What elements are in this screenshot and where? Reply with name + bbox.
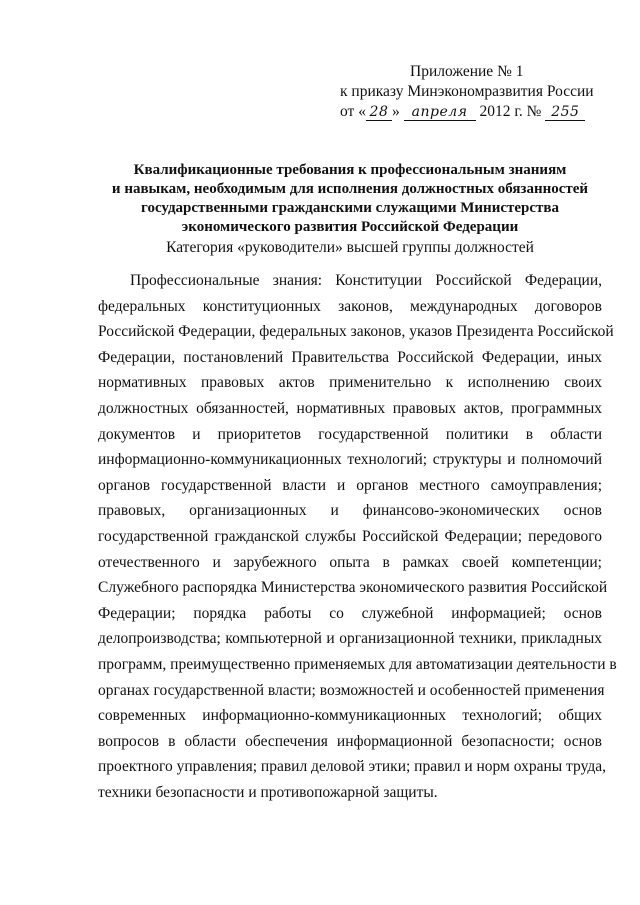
body-line: вопросов в области обеспечения информационной безопасности; основ xyxy=(98,732,602,750)
body-line: делопроизводства; компьютерной и организационной техники, прикладных xyxy=(98,630,602,648)
title-line: и навыкам, необходимым для исполнения должностных обязанностей xyxy=(111,181,589,197)
body-line: Служебного распорядка Министерства экономического развития Российской xyxy=(98,579,608,597)
body-line: органах государственной власти; возможностей и особенностей применения xyxy=(98,681,605,699)
body-line: программ, преимущественно применяемых для автоматизации деятельности в xyxy=(98,655,617,673)
body-line: информационно-коммуникационных технологий; структуры и полномочий xyxy=(98,451,602,469)
body-line: техники безопасности и противопожарной защиты. xyxy=(98,783,438,801)
handwritten-day: 28 xyxy=(366,105,392,121)
body-line: должностных обязанностей, нормативных правовых актов, программных xyxy=(98,399,602,417)
date-year: 2012 г. № xyxy=(479,103,542,120)
body-line: документов и приоритетов государственной политики в области xyxy=(98,425,602,443)
body-line: Профессиональные знания: Конституции Российской Федерации, xyxy=(130,272,602,289)
body-line: Российской Федерации, федеральных законов, указов Президента Российской xyxy=(98,323,614,341)
handwritten-order-number: 255 xyxy=(545,105,585,121)
body-line: отечественного и зарубежного опыта в рамках своей компетенции; xyxy=(98,553,602,571)
appendix-order-date xyxy=(340,102,610,122)
date-prefix: от « xyxy=(340,103,366,120)
appendix-order-reference: к приказу Минэкономразвития России xyxy=(340,83,594,100)
appendix-header xyxy=(340,62,610,122)
body-line: нормативных правовых актов применительно к исполнению своих xyxy=(98,374,602,392)
position-category: Категория «руководители» высшей группы должностей xyxy=(166,239,534,256)
body-line: Федерации, постановлений Правительства Российской Федерации, иных xyxy=(98,348,602,366)
date-quote-close: » xyxy=(391,103,400,120)
title-line: экономического развития Российской Федерации xyxy=(181,219,519,235)
body-line: Федерации; порядка работы со служебной информацией; основ xyxy=(98,604,602,622)
document-title xyxy=(90,161,610,237)
body-line: проектного управления; правил деловой этики; правил и норм охраны труда, xyxy=(98,758,606,776)
body-line: федеральных конституционных законов, международных договоров xyxy=(98,297,602,315)
title-line: государственными гражданскими служащими Министерства xyxy=(141,200,559,216)
appendix-number: Приложение № 1 xyxy=(410,63,524,80)
body-line: государственной гражданской службы Российской Федерации; передового xyxy=(98,527,602,545)
body-line: правовых, организационных и финансово-экономических основ xyxy=(98,502,602,520)
handwritten-month: апреля xyxy=(404,105,476,121)
body-line: современных информационно-коммуникационных технологий; общих xyxy=(98,707,602,725)
body-line: органов государственной власти и органов местного самоуправления; xyxy=(98,476,602,494)
title-line: Квалификационные требования к профессиональным знаниям xyxy=(133,162,567,178)
body-paragraph xyxy=(98,268,617,805)
